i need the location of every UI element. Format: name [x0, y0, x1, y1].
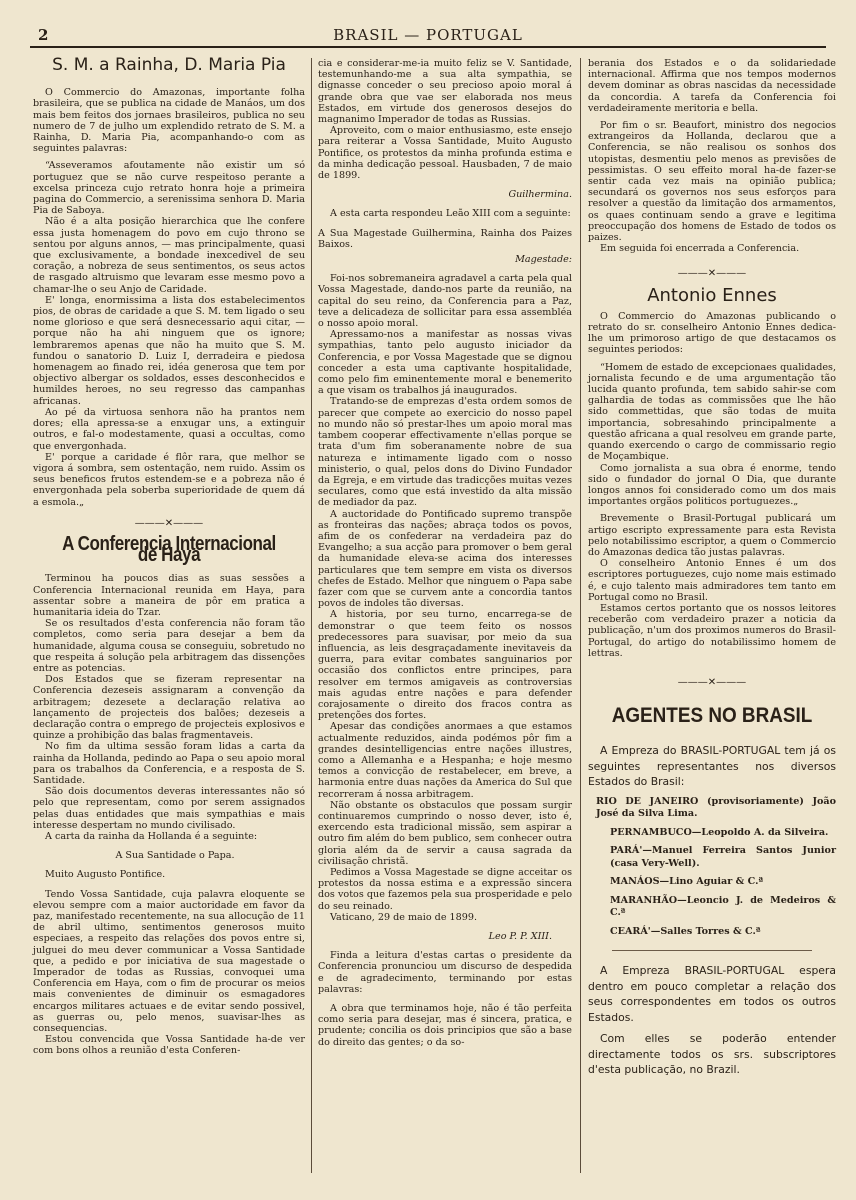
agent-manaos: MANÁOS—Lino Aguiar & C.ª: [610, 876, 764, 888]
paragraph: São dois documentos deveras interessantes não só pelo que representam, como por serem assignados pelas duas entidades que mais sympathias e mais interesse despertam no mundo civilisado.: [33, 786, 305, 831]
paragraph: Por fim o sr. Beaufort, ministro dos negocios extrangeiros da Hollanda, declarou que a Conferencia, se não realisou os sonhos dos utopistas, desmentiu pelo menos as previsões de pessimistas. O seu effeito moral ha-de fazer-se sentir cada vez mais na opinião publica; secundará os governos nos seus esforços para resolver a questão da limitação dos armamentos, os quaes continuam sendo a grave e legitima preoccupação dos homens de Estado de todos os paizes.: [588, 120, 836, 244]
section-divider: [612, 950, 812, 951]
paragraph: E' longa, enormissima a lista dos estabelecimentos pios, de obras de caridade a que S. M. tem ligado o seu nome glorioso e que será desnecessario aqui citar, — porque não ha ahi ninguem que os ignore; lembraremos apenas que não ha muito que S. M. fundou o sanatorio D. Luiz I, derradeira e piedosa homenagem ao finado rei, idéa generosa que tem por objectivo albergar os soldados, esses desconhecidos e humildes heroes, no seu regresso das campanhas africanas.: [33, 294, 305, 407]
masthead-title: BRASIL — PORTUGAL: [333, 26, 523, 44]
paragraph: O Commercio do Amazonas, importante folha brasileira, que se publica na cidade de Manáos, um dos mais bem feitos dos jornaes brasileiros, publica no seu numero de 7 de julho um explendido retrato de S. M. a Rainha, D. Maria Pia, acompanhando-o com as seguintes palavras:: [33, 87, 305, 155]
article-heading-haya: A Conferencia Internacional de Haya: [62, 532, 276, 567]
agent-ceara: CEARÁ'—Salles Torres & C.ª: [610, 925, 761, 937]
paragraph: Vaticano, 29 de maio de 1899.: [330, 911, 478, 923]
column-1: [33, 55, 305, 1057]
agent-maranhao: MARANHÃO—Leoncio J. de Medeiros & C.ª: [610, 894, 836, 919]
paragraph: Tratando-se de emprezas d'esta ordem somos de parecer que compete ao exercicio do nosso papel no mundo não só prestar-lhes um apoio moral mas tambem cooperar effectivamente n'ellas porque se trata d'um fim soberanamente nobre de sua natureza e intimamente ligado com o nosso ministerio, o qual, pelos dons do Divino Fundador da Egreja, e em virtude das tradicções muitas vezes seculares, como que está investido da alta missão de mediador da paz.: [318, 396, 572, 509]
paragraph: E' porque a caridade é flôr rara, que melhor se vigora á sombra, sem ostentação, nem ruido. Assim os seus beneficos frutos estendem-se e a pobreza não é envergonhada pela soberba superioridade de quem dá a esmola.„: [33, 451, 305, 508]
article-heading-maria-pia: S. M. a Rainha, D. Maria Pia: [52, 55, 286, 75]
paragraph: A obra que terminamos hoje, não é tão perfeita como seria para desejar, mas é sincera, pratica, e prudente; concilia os dois principios que são a base do direito das gentes; o da so-: [318, 1003, 572, 1048]
paragraph: cia e considerar-me-ia muito feliz se V. Santidade, testemunhando-me a sua alta sympathia, se dignasse conceder o seu precioso apoio moral á grande obra que vae ser elaborada nos meus Estados, em virtude dos generosos desejos do magnanimo Imperador de todas as Russias.: [318, 58, 572, 126]
paragraph: No fim da ultima sessão foram lidas a carta da rainha da Hollanda, pedindo ao Papa o seu apoio moral para os trabalhos da Conferencia, e a resposta de S. Santidade.: [33, 741, 305, 786]
paragraph: Brevemente o Brasil-Portugal publicará um artigo escripto expressamente para esta Revista pelo notabilissimo escriptor, a quem o Commercio do Amazonas dedica tão justas palavras.: [588, 513, 836, 558]
letter-salutation: Muito Augusto Pontifice.: [45, 869, 166, 881]
agents-outro-2: Com elles se poderão entender directamente todos os srs. subscriptores d'esta publicação, no Brazil.: [588, 1032, 836, 1077]
column-3: [588, 58, 836, 1084]
ornament-divider: ———✕———: [677, 268, 747, 280]
column-rule: [311, 58, 312, 1173]
agents-section: [588, 743, 836, 1078]
page-number: 2: [38, 26, 49, 44]
agent-rio: RIO DE JANEIRO (provisoriamente) João José da Silva Lima.: [596, 795, 836, 820]
paragraph: Em seguida foi encerrada a Conferencia.: [600, 243, 800, 255]
letter-address: A Sua Santidade o Papa.: [115, 850, 235, 862]
paragraph: Não obstante os obstaculos que possam surgir continuaremos cumprindo o nosso dever, isto é, exercendo esta tradicional missão, sem aspirar a outro fim além do bem publico, sem conhecer outra gloria além da de servir a causa sagrada da civilisação christã.: [318, 799, 572, 867]
agent-para: PARÁ'—Manuel Ferreira Santos Junior (casa Very-Well).: [610, 845, 836, 869]
paragraph: A esta carta respondeu Leão XIII com a seguinte:: [330, 208, 571, 220]
paragraph: Terminou ha poucos dias as suas sessões a Conferencia Internacional reunida em Haya, para assentar sobre a maneira de pôr em pratica a humanitaria ideia do Tzar.: [33, 573, 305, 618]
paragraph: Se os resultados d'esta conferencia não foram tão completos, como seria para desejar a bem da humanidade, alguma cousa se conseguiu, sobretudo no que respeita á solução pela arbitragem das dissenções entre as potencias.: [33, 618, 305, 674]
letter-salutation: Magestade:: [515, 254, 572, 266]
paragraph: Apressamo-nos a manifestar as nossas vivas sympathias, tanto pelo augusto iniciador da Conferencia, e por Vossa Magestade que se dignou conceder a esta uma captivante hospitalidade, como pelo fim eminentemente moral e benemerito a que visam os trabalhos já inaugurados.: [318, 329, 572, 397]
letter-address: A Sua Magestade Guilhermina, Rainha dos Paizes Baixos.: [318, 227, 572, 250]
paragraph: Tendo Vossa Santidade, cuja palavra eloquente se elevou sempre com a maior auctoridade em favor da paz, manifestado recentemente, na sua allocução de 11 de abril ultimo, sentimentos generosos muito especiaes, a respeito das relações dos povos entre si, julguei do meu dever communicar a Vossa Santidade que, a pedido e por iniciativa de sua magestade o Imperador de todas as Russias, convoquei uma Conferencia em Haya, com o fim de procurar os meios mais convenientes de diminuir os esmagadores encargos militares actuaes e de evitar sendo possivel, as guerras ou, pelo menos, suavisar-lhes as consequencias.: [33, 888, 305, 1035]
paragraph: “Asseveramos afoutamente não existir um só portuguez que se não curve respeitoso perante a excelsa princeza cujo retrato honra hoje a primeira pagina do Commercio, a serenissima senhora D. Maria Pia de Saboya.: [33, 160, 305, 217]
paragraph: Não é a alta posição hierarchica que lhe confere essa justa homenagem do povo em cujo throno se sentou por alguns annos, — mas principalmente, quasi que exclusivamente, a bondade inexcedivel de seu coração, a nobreza de seus sentimentos, os seus actos de rasgado altruismo que levaram esse mesmo povo a chamar-lhe o seu Anjo de Caridade.: [33, 216, 305, 295]
column-rule: [580, 58, 581, 1173]
agent-pernambuco: PERNAMBUCO—Leopoldo A. da Silveira.: [610, 826, 829, 838]
paragraph: Como jornalista a sua obra é enorme, tendo sido o fundador do jornal O Dia, que durante longos annos foi considerado como um dos mais importantes orgãos politicos portuguezes.„: [588, 462, 836, 508]
signature-guilhermina: Guilhermina.: [508, 189, 572, 201]
page-header: [30, 22, 826, 48]
paragraph: Ao pé da virtuosa senhora não ha prantos nem dores; ella apressa-se a enxugar uns, a extinguir outros, e fal-o modestamente, quasi a occultas, como que envergonhada.: [33, 406, 305, 452]
paragraph: Pedimos a Vossa Magestade se digne acceitar os protestos da nossa estima e a expressão sincera dos votos que fazemos pela sua prosperidade e pelo do seu reinado.: [318, 867, 572, 912]
paragraph: Foi-nos sobremaneira agradavel a carta pela qual Vossa Magestade, dando-nos parte da reunião, na capital do seu reino, da Conferencia para a Paz, teve a delicadeza de sollicitar para essa assembléa o nosso apoio moral.: [318, 273, 572, 330]
paragraph: Estou convencida que Vossa Santidade ha-de ver com bons olhos a reunião d'esta Conferen-: [33, 1034, 305, 1057]
column-2: [318, 58, 572, 1048]
paragraph: A carta da rainha da Hollanda é a seguinte:: [45, 831, 258, 842]
paragraph: Aproveito, com o maior enthusiasmo, este ensejo para reiterar a Vossa Santidade, Muito Augusto Pontifice, os protestos da minha profunda estima e da minha dedicação pessoal. Hausbaden, 7 de maio de 1899.: [318, 125, 572, 182]
agents-intro: A Empreza do BRASIL-PORTUGAL tem já os seguintes representantes nos diversos Estados do Brasil:: [588, 744, 836, 789]
paragraph: Estamos certos portanto que os nossos leitores receberão com verdadeiro prazer a noticia da publicação, n'um dos proximos numeros do Brasil-Portugal, do artigo do notabilissimo homem de lettras.: [588, 602, 836, 659]
article-heading-agentes: AGENTES NO BRASIL: [611, 704, 813, 728]
article-heading-antonio-ennes: Antonio Ennes: [647, 284, 777, 306]
paragraph: A historia, por seu turno, encarrega-se de demonstrar o que teem feito os nossos predecessores para suavisar, por meio da sua influencia, as leis desgraçadamente inevitaveis da guerra, para evitar combates sanguinarios por occasião dos conflictos entre principes, para resolver em termos amigaveis as controversias mais agudas entre nações e para defender corajosamente o direito dos fracos contra as pretenções dos fortes.: [318, 609, 572, 722]
paragraph: Dos Estados que se fizeram representar na Conferencia dezeseis assignaram a convenção da arbitragem; dezesete a declaração relativa ao lançamento de projecteis dos balões; dezeseis a declaração contra o emprego de projecteis explosivos e quinze a prohibição das balas fragmentaveis.: [33, 674, 305, 742]
ornament-divider: ———✕———: [134, 517, 204, 529]
paragraph: O Commercio do Amazonas publicando o retrato do sr. conselheiro Antonio Ennes dedica-lhe um primoroso artigo de que destacamos os seguintes periodos:: [588, 310, 836, 356]
agents-outro: A Empreza BRASIL-PORTUGAL espera dentro em pouco completar a relação dos seus correspondentes em todos os outros Estados.: [588, 964, 836, 1024]
paragraph: “Homem de estado de excepcionaes qualidades, jornalista fecundo e de uma argumentação tão lucida quanto profunda, tem sabido sahir-se com galhardia de todas as commissões que lhe hão sido commettidas, que são todas de muita importancia, sobresahindo principalmente a questão africana a qual resolveu em grande parte, quando exercendo o cargo de commissario regio de Moçambique.: [588, 361, 836, 463]
paragraph: O conselheiro Antonio Ennes é um dos escriptores portuguezes, cujo nome mais estimado é, e cujo talento mais admiradores tem tanto em Portugal como no Brasil.: [588, 558, 836, 603]
ornament-divider: ———✕———: [677, 676, 747, 688]
paragraph: berania dos Estados e o da solidariedade internacional. Affirma que nos tempos modernos devem dominar as obras nascidas da necessidade da concordia. A tarefa da Conferencia foi verdadeiramente meritoria e bella.: [588, 58, 836, 114]
signature-leo-xiii: Leo P. P. XIII.: [488, 931, 552, 943]
paragraph: Finda a leitura d'estas cartas o presidente da Conferencia pronunciou um discurso de despedida e de agradecimento, terminando por estas palavras:: [318, 950, 572, 995]
paragraph: A auctoridade do Pontificado supremo transpõe as fronteiras das nações; abraça todos os povos, afim de os confederar na verdadeira paz do Evangelho; a sua acção para promover o bem geral da humanidade eleva-se acima dos interesses particulares que tem sempre em vista os diversos chefes de Estado. Melhor que ninguem o Papa sabe fazer com que se curvem ante a concordia tantos povos de indoles tão diversas.: [318, 508, 572, 610]
paragraph: Apesar das condições anormaes a que estamos actualmente reduzidos, ainda podémos pôr fim a grandes desintelligencias entre nações illustres, como a Allemanha e a Hespanha; e hoje mesmo temos a convicção de restabelecer, em breve, a harmonia entre duas nações da America do Sul que recorreram á nossa arbitragem.: [318, 721, 572, 800]
